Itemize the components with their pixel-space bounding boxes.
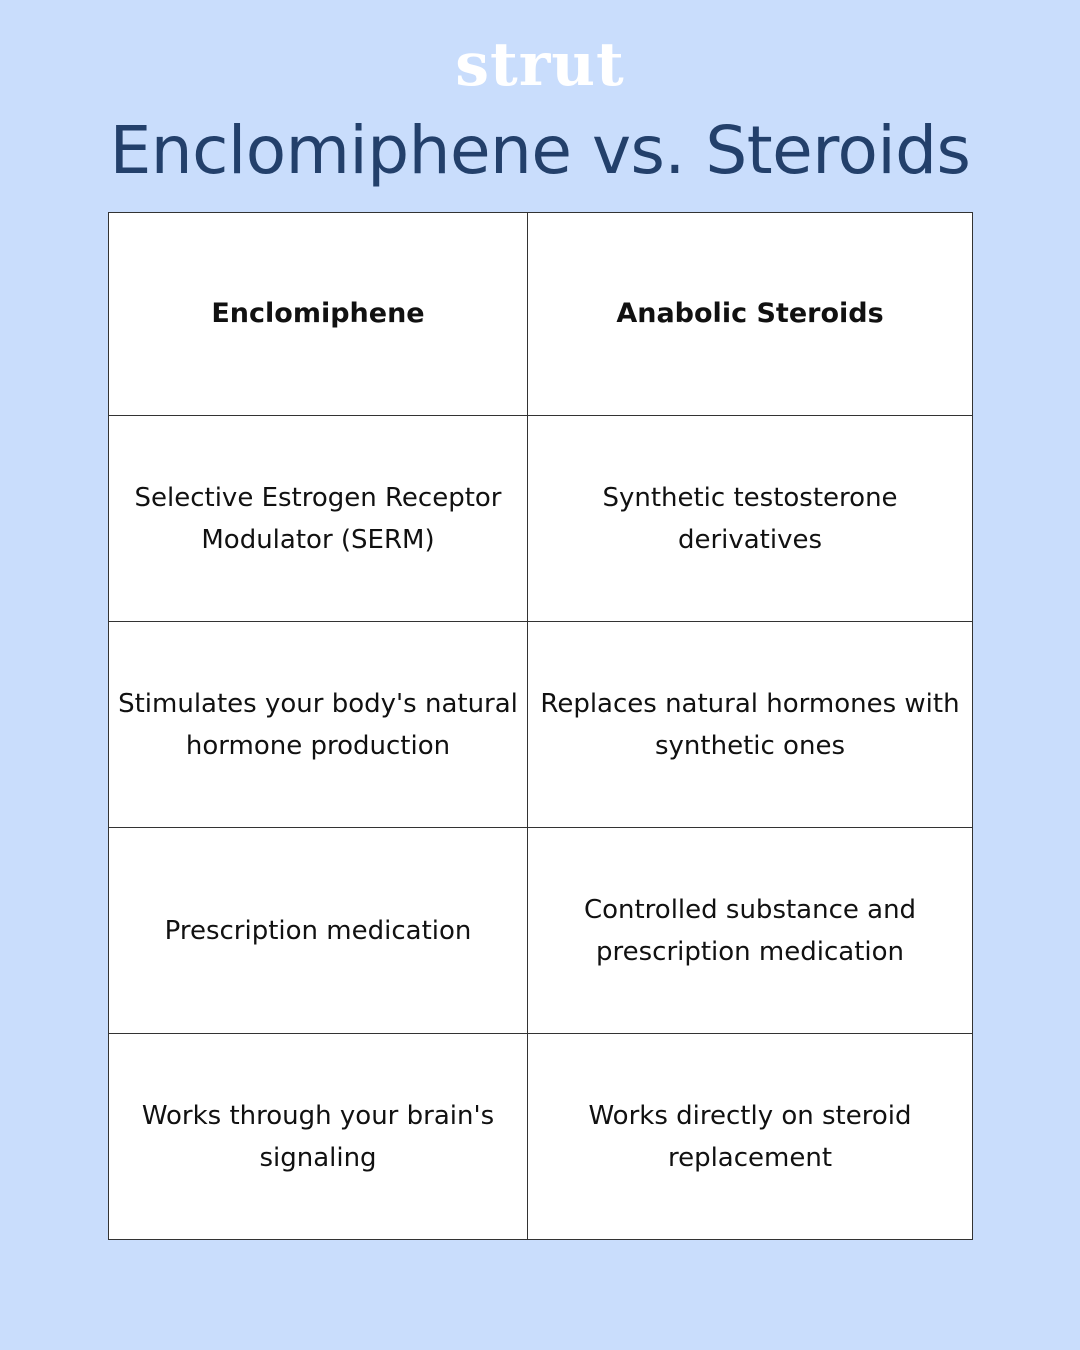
table-cell: Prescription medication <box>109 828 528 1034</box>
header-enclomiphene: Enclomiphene <box>109 213 528 416</box>
table-row <box>109 1034 973 1240</box>
table-row <box>109 416 973 622</box>
page-title: Enclomiphene vs. Steroids <box>109 112 971 189</box>
header-anabolic-steroids: Anabolic Steroids <box>528 213 973 416</box>
table-cell: Works directly on steroid replacement <box>528 1034 973 1240</box>
table-cell: Selective Estrogen Receptor Modulator (SERM) <box>109 416 528 622</box>
table-cell: Replaces natural hormones with synthetic ones <box>528 622 973 828</box>
table-cell: Works through your brain's signaling <box>109 1034 528 1240</box>
table-cell: Stimulates your body's natural hormone production <box>109 622 528 828</box>
comparison-table <box>108 212 973 1240</box>
table-cell: Synthetic testosterone derivatives <box>528 416 973 622</box>
brand-logo: strut <box>455 30 625 100</box>
table-header-row <box>109 213 973 416</box>
table-row <box>109 622 973 828</box>
table-row <box>109 828 973 1034</box>
table-cell: Controlled substance and prescription medication <box>528 828 973 1034</box>
